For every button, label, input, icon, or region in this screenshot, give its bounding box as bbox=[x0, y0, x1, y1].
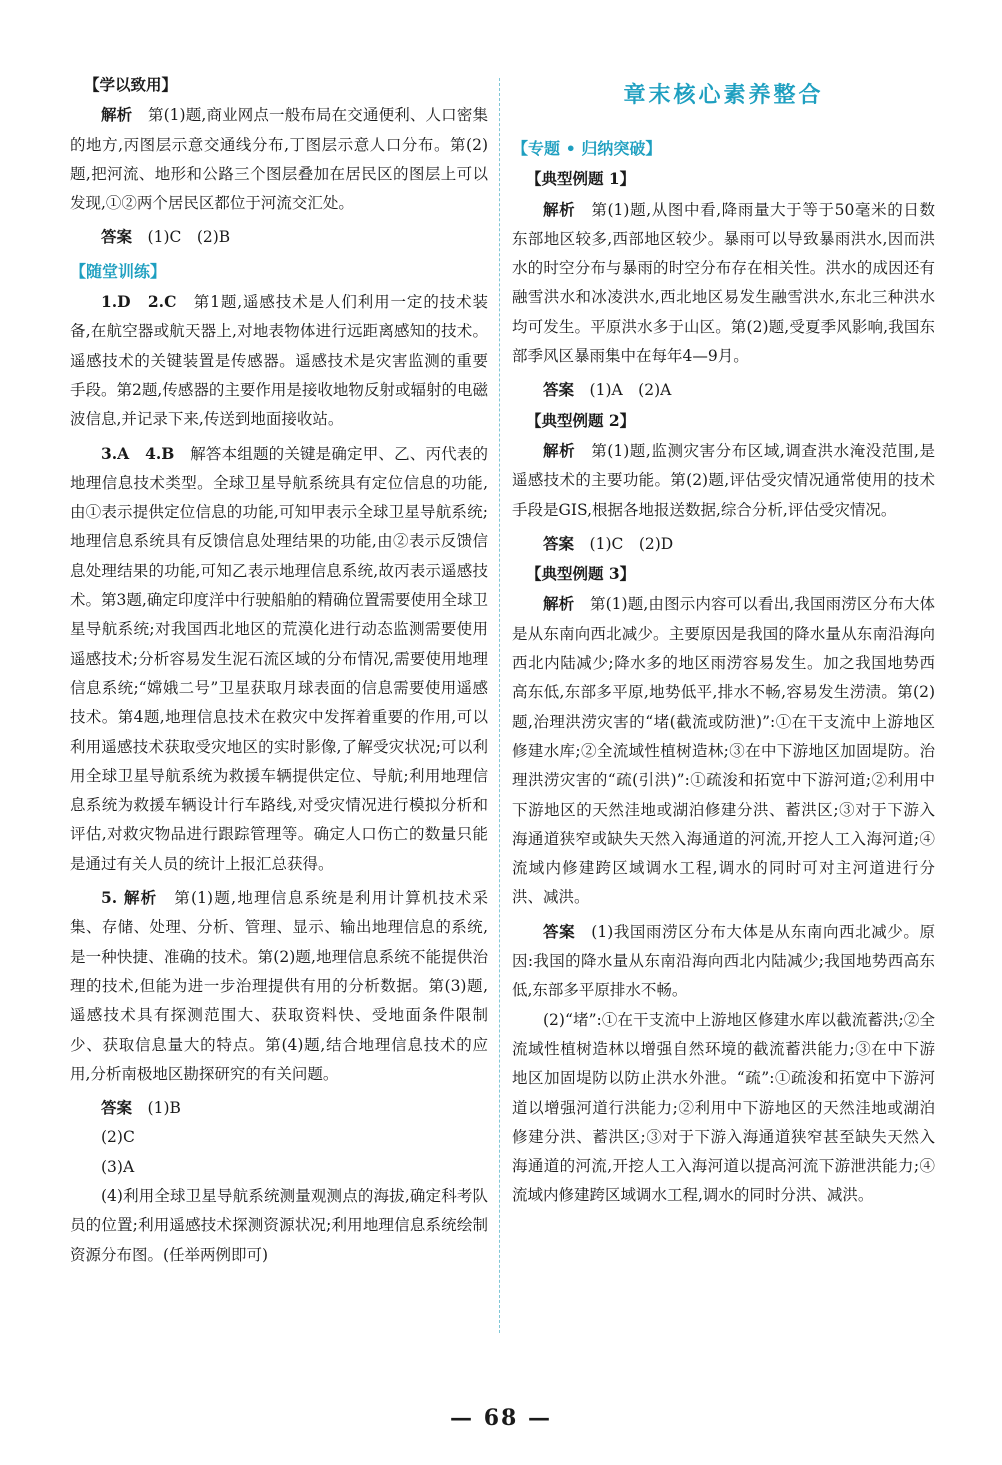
xueyi-answer: 答案 (1)C (2)B bbox=[101, 227, 231, 247]
column-divider bbox=[499, 78, 500, 1333]
example-1-analysis: 解析 第(1)题,从图中看,降雨量大于等于50毫米的日数东部地区较多,西部地区较少。暴雨可以导致暴雨洪水,因而洪水的时空分布与暴雨的时空分布存在相关性。洪水的成因还有融雪洪水和冰凌洪水,西北地区易发生融雪洪水,东北三种洪水均可发生。平原洪水多于山区。第(2)题,受夏季风影响,我国东部季风区暴雨集中在每年4—9月。 bbox=[512, 199, 935, 366]
example-3-heading: 【典型例题 3】 bbox=[526, 564, 636, 584]
example-1-answer: 答案 (1)A (2)A bbox=[543, 380, 672, 400]
zhuanti-heading: 【专题 • 归纳突破】 bbox=[512, 139, 662, 158]
left-column bbox=[70, 70, 488, 1270]
example-3-analysis: 解析 第(1)题,由图示内容可以看出,我国雨涝区分布大体是从东南向西北减少。主要原因是我国的降水量从东南沿海向西北内陆减少;降水多的地区雨涝容易发生。加之我国地势西高东低,东部多平原,地势低平,排水不畅,容易发生涝渍。第(2)题,治理洪涝灾害的“堵(截流或防泄)”:①在干支流中上游地区修建水库;②全流域性植树造林;③在中下游地区加固堤防。治理洪涝灾害的“疏(引洪)”:①疏浚和拓宽中下游河道;②利用中下游地区的天然洼地或湖泊修建分洪、蓄洪区;③对于下游入海通道狭窄或缺失天然入海通道的河流,开挖人工入海河道;④流域内修建跨区域调水工程,调水的同时可对主河道进行分洪、减洪。 bbox=[512, 594, 935, 907]
example-1-heading: 【典型例题 1】 bbox=[526, 169, 636, 189]
xueyi-heading: 【学以致用】 bbox=[84, 75, 178, 94]
analysis-label: 解析 bbox=[101, 105, 133, 125]
q5-analysis: 5. 解析 第(1)题,地理信息系统是利用计算机技术采集、存储、处理、分析、管理、显示、输出地理信息的系统,是一种快捷、准确的技术。第(2)题,地理信息系统不能提供治理的技术,但能为进一步治理提供有用的分析数据。第(3)题,遥感技术具有探测范围大、获取资料快、受地面条件限制少、获取信息量大的特点。第(4)题,结合地理信息技术的应用,分析南极地区勘探研究的有关问题。 bbox=[70, 888, 488, 1083]
q5-answer-1: 答案 (1)B bbox=[101, 1098, 181, 1118]
answer-label: 答案 bbox=[101, 227, 133, 247]
example-2-answer: 答案 (1)C (2)D bbox=[543, 533, 674, 553]
q5-answer-4: (4)利用全球卫星导航系统测量观测点的海拔,确定科考队员的位置;利用遥感技术探测资源状况;利用地理信息系统绘制资源分布图。(任举两例即可) bbox=[70, 1186, 488, 1264]
page-number: — 68 — bbox=[450, 1405, 552, 1431]
q34-answer: 3.A 4.B 解答本组题的关键是确定甲、乙、丙代表的地理信息技术类型。全球卫星导航系统具有定位信息的功能,由①表示提供定位信息的功能,可知甲表示全球卫星导航系统;地理信息系统具有反馈信息处理结果的功能,由②表示反馈信息处理结果的功能,可知乙表示地理信息系统,故丙表示遥感技术。第3题,确定印度洋中行驶船舶的精确位置需要使用全球卫星导航系统;对我国西北地区的荒漠化进行动态监测需要使用遥感技术;分析容易发生泥石流区域的分布情况,需要使用地理信息系统;“嫦娥二号”卫星获取月球表面的信息需要使用遥感技术。第4题,地理信息技术在救灾中发挥着重要的作用,可以利用遥感技术获取受灾地区的实时影像,了解受灾状况;可以利用全球卫星导航系统为救援车辆提供定位、导航;利用地理信息系统为救援车辆设计行车路线,对受灾情况进行模拟分析和评估,对救灾物品进行跟踪管理等。确定人口伤亡的数量只能是通过有关人员的统计上报汇总获得。 bbox=[70, 443, 488, 873]
example-2-heading: 【典型例题 2】 bbox=[526, 410, 636, 430]
example-2-analysis: 解析 第(1)题,监测灾害分布区域,调查洪水淹没范围,是遥感技术的主要功能。第(2)题,评估受灾情况通常使用的技术手段是GIS,根据各地报送数据,综合分析,评估受灾情况。 bbox=[512, 440, 935, 519]
right-column bbox=[512, 70, 935, 1211]
example-3-answer-1: 答案 (1)我国雨涝区分布大体是从东南向西北减少。原因:我国的降水量从东南沿海向西北内陆减少;我国地势西高东低,东部多平原排水不畅。 bbox=[512, 921, 935, 1000]
chapter-title: 章末核心素养整合 bbox=[623, 82, 824, 108]
example-3-answer-2: (2)“堵”:①在干支流中上游地区修建水库以截流蓄洪;②全流域性植树造林以增强自然环境的截流蓄洪能力;③在中下游地区加固堤防以防止洪水外泄。“疏”:①疏浚和拓宽中下游河道以增强河道行洪能力;②利用中下游地区的天然洼地或湖泊修建分洪、蓄洪区;③对于下游入海通道狭窄甚至缺失天然入海通道的河流,开挖人工入海河道以提高河流下游泄洪能力;④流域内修建跨区域调水工程,调水的同时分洪、减洪。 bbox=[512, 1010, 935, 1205]
q5-answer-2: (2)C bbox=[101, 1128, 135, 1147]
q12-answer: 1.D 2.C 第1题,遥感技术是人们利用一定的技术装备,在航空器或航天器上,对地表物体进行远距离感知的技术。遥感技术的关键装置是传感器。遥感技术是灾害监测的重要手段。第2题,传感器的主要作用是接收地物反射或辐射的电磁波信息,并记录下来,传送到地面接收站。 bbox=[70, 292, 488, 429]
xueyi-analysis: 解析 第(1)题,商业网点一般布局在交通便利、人口密集的地方,丙图层示意交通线分布,丁图层示意人口分布。第(2)题,把河流、地形和公路三个图层叠加在居民区的图层上可以发现,①②两个居民区都位于河流交汇处。 bbox=[70, 105, 488, 213]
suitang-heading: 【随堂训练】 bbox=[70, 261, 167, 281]
answer-label: 答案 bbox=[101, 1098, 133, 1118]
q5-answer-3: (3)A bbox=[101, 1157, 135, 1176]
